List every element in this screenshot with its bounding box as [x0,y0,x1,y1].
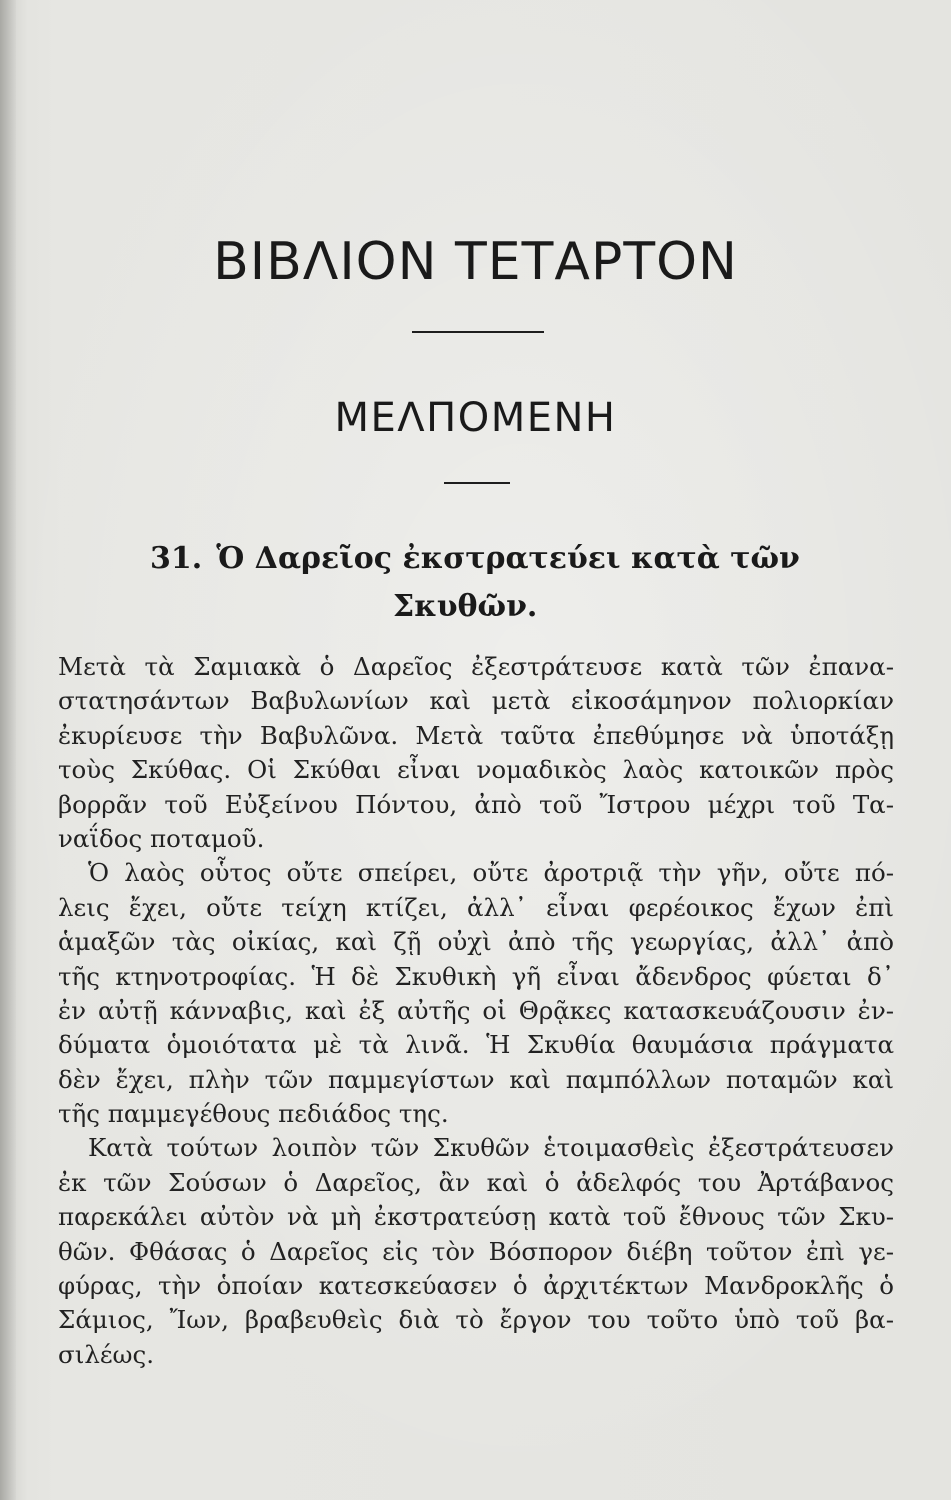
text-line: στατησάντων Βαβυλωνίων καὶ μετὰ εἰκοσάμηνον πολιορκίαν [58,686,894,716]
section-number: 31. [150,541,203,576]
book-subtitle: ΜΕΛΠΟΜΕΝΗ [334,395,617,441]
text-line: τοὺς Σκύθας. Οἱ Σκύθαι εἶναι νομαδικὸς λαὸς κατοικῶν πρὸς [58,755,894,785]
text-line: λεις ἔχει, οὔτε τείχη κτίζει, ἀλλ᾽ εἶναι φερέοικος ἔχων ἐπὶ [58,892,894,922]
text-line: Σάμιος, Ἴων, βραβευθεὶς διὰ τὸ ἔργον του τοῦτο ὑπὸ τοῦ βα- [58,1305,894,1335]
text-line: ἐν αὐτῇ κάνναβις, καὶ ἐξ αὐτῆς οἱ Θρᾷκες κατασκευάζουσιν ἐν- [58,995,894,1025]
section-title-line-1: Ὁ Δαρεῖος ἐκστρατεύει κατὰ τῶν [216,541,800,576]
body-text [58,650,894,1372]
text-line: Ὁ λαὸς οὗτος οὔτε σπείρει, οὔτε ἀροτριᾷ τὴν γῆν, οὔτε πό- [88,858,894,888]
text-line: θῶν. Φθάσας ὁ Δαρεῖος εἰς τὸν Βόσπορον διέβη τοῦτον ἐπὶ γε- [58,1236,894,1266]
text-line: παρεκάλει αὐτὸν νὰ μὴ ἐκστρατεύσῃ κατὰ τοῦ ἔθνους τῶν Σκυ- [58,1202,894,1232]
text-line: ἁμαξῶν τὰς οἰκίας, καὶ ζῇ οὐχὶ ἀπὸ τῆς γεωργίας, ἀλλ᾽ ἀπὸ [58,927,894,957]
text-line: Κατὰ τούτων λοιπὸν τῶν Σκυθῶν ἑτοιμασθεὶς ἐξεστράτευσεν [88,1133,894,1163]
subtitle-divider [444,482,510,484]
title-divider [412,331,544,333]
text-line: βορρᾶν τοῦ Εὐξείνου Πόντου, ἀπὸ τοῦ Ἴστρου μέχρι τοῦ Τα- [58,789,894,819]
section-title-line-2: Σκυθῶν. [393,589,538,624]
book-title: ΒΙΒΛΙΟΝ ΤΕΤΑΡΤΟΝ [213,232,738,292]
text-line: ἐκυρίευσε τὴν Βαβυλῶνα. Μετὰ ταῦτα ἐπεθύμησε νὰ ὑποτάξῃ [58,720,894,750]
text-line: Μετὰ τὰ Σαμιακὰ ὁ Δαρεῖος ἐξεστράτευσε κατὰ τῶν ἐπανα- [58,652,894,681]
text-line: τῆς κτηνοτροφίας. Ἡ δὲ Σκυθικὴ γῆ εἶναι ἄδενδρος φύεται δ᾽ [58,961,894,991]
text-line: φύρας, τὴν ὁποίαν κατεσκεύασεν ὁ ἀρχιτέκτων Μανδροκλῆς ὁ [58,1271,894,1301]
text-line: ναΐδος ποταμοῦ. [58,823,265,853]
text-line: σιλέως. [58,1339,155,1369]
section-heading [150,535,870,631]
book-gutter [0,0,16,1500]
text-line: δύματα ὁμοιότατα μὲ τὰ λινᾶ. Ἡ Σκυθία θαυμάσια πράγματα [58,1030,894,1060]
text-line: δὲν ἔχει, πλὴν τῶν παμμεγίστων καὶ παμπόλλων ποταμῶν καὶ [58,1064,894,1094]
text-line: τῆς παμμεγέθους πεδιάδος της. [58,1099,449,1129]
text-line: ἐκ τῶν Σούσων ὁ Δαρεῖος, ἂν καὶ ὁ ἀδελφός του Ἀρτάβανος [58,1167,894,1197]
